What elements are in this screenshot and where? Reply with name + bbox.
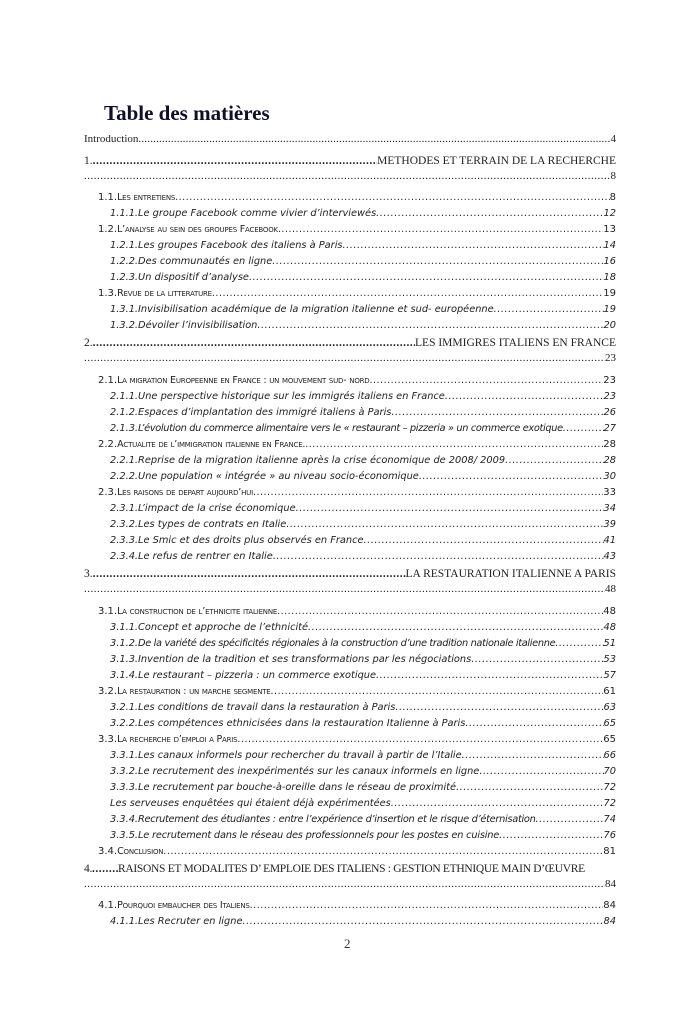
subsection-title: Un dispositif d’analyse <box>138 272 249 283</box>
chapter-title: LA RESTAURATION ITALIENNE A PARIS <box>405 568 616 580</box>
toc-leader <box>93 568 406 580</box>
toc-entry-3-1-1[interactable] <box>110 622 616 633</box>
subsection-title: Les types de contrats en Italie <box>138 519 287 530</box>
subsection-number: 1.2.2. <box>110 256 139 267</box>
toc-leader <box>138 133 610 145</box>
subsection-number: 2.2.2. <box>110 471 139 482</box>
subsection-number: 1.3.1. <box>110 304 139 315</box>
toc-page: 70 <box>603 766 616 777</box>
toc-page: 41 <box>603 535 616 546</box>
toc-page: 72 <box>603 782 616 793</box>
toc-entry-1-3[interactable] <box>98 288 616 299</box>
toc-entry-2-3[interactable] <box>98 487 616 498</box>
toc-leader <box>305 439 603 450</box>
section-number: 2.1. <box>98 375 118 386</box>
page-number: 2 <box>344 936 351 951</box>
toc-leader <box>343 240 604 251</box>
chapter-title: RAISONS ET MODALITES D’ EMPLOIE DES ITALIENS : GESTION ETHNIQUE MAIN D’ŒUVRE <box>118 863 585 875</box>
toc-entry-3-4[interactable] <box>98 846 616 857</box>
toc-page: 16 <box>603 256 616 267</box>
toc-leader <box>92 863 118 875</box>
subsection-title: Le groupe Facebook comme vivier d’interviewés <box>138 208 377 219</box>
toc-chapter-3-page <box>84 583 616 595</box>
toc-leader <box>249 272 604 283</box>
toc-leader <box>93 337 415 349</box>
subsection-title: De la variété des spécificités régionales à la construction d’une tradition nationale italienne <box>138 638 556 649</box>
chapter-number: 2. <box>84 337 93 349</box>
toc-entry-2-3-3[interactable] <box>110 535 616 546</box>
toc-page: 48 <box>603 606 616 617</box>
chapter-number: 4. <box>84 863 93 875</box>
subsection-title: Des communautés en ligne <box>138 256 273 267</box>
toc-page: 27 <box>603 423 616 434</box>
subsection-title: L’évolution du commerce alimentaire vers le « restaurant – pizzeria » un commerce exotique <box>138 423 563 434</box>
subsection-title: Les serveuses enquêtées qui étaient déjà expérimentées <box>110 798 391 809</box>
toc-chapter-1[interactable] <box>84 155 616 167</box>
toc-page: 84 <box>603 900 616 911</box>
subsection-title: Les Recruter en ligne <box>138 916 243 927</box>
section-number: 3.3. <box>98 734 118 745</box>
toc-page: 28 <box>603 455 616 466</box>
toc-chapter-4-page <box>84 878 616 890</box>
toc-page: 23 <box>605 352 616 364</box>
toc-entry-3-3-1[interactable] <box>110 750 616 761</box>
toc-page: 43 <box>603 551 616 562</box>
toc-page: 48 <box>605 583 616 595</box>
toc-leader <box>286 519 603 530</box>
toc-entry-3-1-4[interactable] <box>110 670 616 681</box>
toc-page: 63 <box>603 702 616 713</box>
toc-leader <box>84 583 605 595</box>
toc-entry-1-2-1[interactable] <box>110 240 616 251</box>
subsection-title: Le recrutement par bouche-à-oreille dans le réseau de proximité <box>138 782 457 793</box>
toc-entry-3-3-4[interactable] <box>110 814 616 825</box>
toc-leader <box>536 814 604 825</box>
toc-page: 84 <box>605 878 616 890</box>
toc-page: 61 <box>603 686 616 697</box>
toc-leader <box>175 192 609 203</box>
subsection-number: 2.3.1. <box>110 503 139 514</box>
toc-page: 74 <box>603 814 616 825</box>
subsection-title: Reprise de la migration italienne après la crise économique de 2008/ 2009 <box>138 455 506 466</box>
subsection-number: 1.2.3. <box>110 272 139 283</box>
toc-entry-1-2-2[interactable] <box>110 256 616 267</box>
toc-page: 19 <box>603 288 616 299</box>
toc-leader <box>93 155 378 167</box>
subsection-title: Le recrutement des inexpérimentés sur les canaux informels en ligne <box>138 766 480 777</box>
section-number: 1.1. <box>98 192 118 203</box>
toc-page: 65 <box>603 734 616 745</box>
toc-leader <box>212 288 603 299</box>
toc-label: Introduction <box>84 133 139 145</box>
chapter-title: LES IMMIGRES ITALIENS EN FRANCE <box>415 337 616 349</box>
subsection-title: Le Smic et des droits plus observés en France <box>138 535 364 546</box>
toc-entry-1-1-1[interactable] <box>110 208 616 219</box>
toc-page: 8 <box>609 192 616 203</box>
subsection-title: Une perspective historique sur les immigrés italiens en France <box>138 391 445 402</box>
subsection-number: 2.3.3. <box>110 535 139 546</box>
toc-leader <box>272 256 603 267</box>
toc-leader <box>445 391 604 402</box>
toc-entry-2-1-2[interactable] <box>110 407 616 418</box>
toc-page: 23 <box>603 391 616 402</box>
toc-entry-3-1[interactable] <box>98 606 616 617</box>
toc-page: 4 <box>610 133 616 145</box>
toc-leader <box>308 622 603 633</box>
subsection-title: L’impact de la crise économique <box>138 503 296 514</box>
subsection-title: Espaces d’implantation des immigré italiens à Paris <box>138 407 392 418</box>
toc-leader <box>462 750 604 761</box>
subsection-number: 3.1.1. <box>110 622 139 633</box>
toc-page: 8 <box>610 170 616 182</box>
section-title: Les raisons de depart aujourd’hui <box>117 487 253 498</box>
subsection-number: 2.1.2. <box>110 407 139 418</box>
subsection-number: 3.2.2. <box>110 718 139 729</box>
toc-page: 84 <box>603 916 616 927</box>
toc-leader <box>505 455 603 466</box>
toc-leader <box>370 375 604 386</box>
subsection-number: 2.3.4. <box>110 551 139 562</box>
subsection-title: Le restaurant – pizzeria : un commerce exotique <box>138 670 377 681</box>
section-title: Conclusion <box>117 846 164 857</box>
toc-entry-3-3[interactable] <box>98 734 616 745</box>
section-title: La migration Europeenne en France : un mouvement sud- nord <box>117 375 370 386</box>
subsection-title: Le recrutement dans le réseau des professionnels pour les postes en cuisine <box>138 830 500 841</box>
toc-entry-2-2[interactable] <box>98 439 616 450</box>
toc-chapter-4[interactable] <box>84 863 616 875</box>
toc-entry-3-1-2[interactable] <box>110 638 616 649</box>
section-title: La restauration : un marche segmente <box>117 686 271 697</box>
toc-leader <box>499 830 603 841</box>
toc-entry-2-3-4[interactable] <box>110 551 616 562</box>
toc-entry-3-3-3[interactable] <box>110 782 616 793</box>
toc-entry-4-1[interactable] <box>98 900 616 911</box>
subsection-title: Concept et approche de l’ethnicité <box>138 622 309 633</box>
toc-chapter-2[interactable] <box>84 337 616 349</box>
section-title: Pourquoi embaucher des Italiens <box>117 900 250 911</box>
section-number: 1.3. <box>98 288 118 299</box>
toc-leader <box>84 170 611 182</box>
subsection-number: 1.2.1. <box>110 240 139 251</box>
toc-page: 23 <box>603 375 616 386</box>
toc-leader <box>391 407 603 418</box>
chapter-title: METHODES ET TERRAIN DE LA RECHERCHE <box>377 155 616 167</box>
section-number: 3.2. <box>98 686 118 697</box>
toc-page: 12 <box>603 208 616 219</box>
toc-leader <box>271 686 604 697</box>
toc-entry-1-2-3[interactable] <box>110 272 616 283</box>
subsection-title: Invention de la tradition et ses transformations par les négociations <box>138 654 472 665</box>
subsection-number: 3.3.3. <box>110 782 139 793</box>
subsection-number: 4.1.1. <box>110 916 139 927</box>
section-number: 4.1. <box>98 900 118 911</box>
toc-leader <box>419 471 604 482</box>
toc-leader <box>465 718 603 729</box>
toc-page: 39 <box>603 519 616 530</box>
toc-entry-2-3-1[interactable] <box>110 503 616 514</box>
toc-page: 18 <box>603 272 616 283</box>
section-number: 3.1. <box>98 606 118 617</box>
toc-page: 53 <box>603 654 616 665</box>
chapter-number: 1. <box>84 155 93 167</box>
toc-page: 19 <box>603 304 616 315</box>
subsection-title: Invisibilisation académique de la migration italienne et sud- européenne <box>138 304 494 315</box>
toc-page: 28 <box>603 439 616 450</box>
toc-leader <box>471 654 603 665</box>
subsection-number: 3.3.4. <box>110 814 139 825</box>
subsection-number: 3.1.4. <box>110 670 139 681</box>
toc-page: 81 <box>603 846 616 857</box>
toc-entry-3-3-unnumbered[interactable] <box>110 798 616 809</box>
toc-leader <box>84 878 605 890</box>
subsection-number: 2.2.1. <box>110 455 139 466</box>
subsection-number: 3.1.2. <box>110 638 139 649</box>
toc-leader <box>257 320 603 331</box>
section-title: La recherche d’emploi a Paris <box>117 734 238 745</box>
toc-leader <box>494 304 604 315</box>
toc-leader <box>163 846 603 857</box>
subsection-number: 3.3.2. <box>110 766 139 777</box>
toc-page: 72 <box>603 798 616 809</box>
toc-leader <box>456 782 603 793</box>
toc-entry-1-3-2[interactable] <box>110 320 616 331</box>
subsection-title: Les groupes Facebook des italiens à Paris <box>138 240 343 251</box>
toc-leader <box>376 208 603 219</box>
toc-leader <box>277 606 603 617</box>
section-number: 2.2. <box>98 439 118 450</box>
toc-chapter-1-page <box>84 170 616 182</box>
section-number: 1.2. <box>98 224 118 235</box>
subsection-title: Recrutement des étudiantes : entre l’expérience d’insertion et le risque d’éternisation <box>138 814 536 825</box>
toc-entry-3-2-2[interactable] <box>110 718 616 729</box>
toc-chapter-2-page <box>84 352 616 364</box>
toc-page: 20 <box>603 320 616 331</box>
section-number: 3.4. <box>98 846 118 857</box>
toc-leader <box>273 551 604 562</box>
toc-page: 57 <box>603 670 616 681</box>
subsection-number: 2.1.1. <box>110 391 139 402</box>
toc-leader <box>555 638 603 649</box>
toc-leader <box>376 670 604 681</box>
section-title: L’analyse au sein des groupes Facebook <box>117 224 278 235</box>
subsection-number: 3.1.3. <box>110 654 139 665</box>
toc-leader <box>253 487 603 498</box>
subsection-title: Dévoiler l’invisibilisation <box>138 320 258 331</box>
toc-leader <box>563 423 604 434</box>
section-title: La construction de l’ethnicite italienne <box>117 606 278 617</box>
toc-page: 66 <box>603 750 616 761</box>
toc-entry-1-3-1[interactable] <box>110 304 616 315</box>
toc-entry-2-3-2[interactable] <box>110 519 616 530</box>
toc-page: 33 <box>603 487 616 498</box>
subsection-number: 1.3.2. <box>110 320 139 331</box>
chapter-number: 3. <box>84 568 93 580</box>
subsection-number: 3.3.1. <box>110 750 139 761</box>
toc-page: 34 <box>603 503 616 514</box>
subsection-title: Les canaux informels pour rechercher du travail à partir de l’Italie <box>138 750 462 761</box>
toc-entry-4-1-1[interactable] <box>110 916 616 927</box>
toc-entry-introduction[interactable] <box>84 133 616 145</box>
section-title: Les entretiens <box>117 192 176 203</box>
toc-leader <box>250 900 604 911</box>
toc-leader <box>391 798 604 809</box>
toc-entry-2-2-2[interactable] <box>110 471 616 482</box>
toc-page: 65 <box>603 718 616 729</box>
toc-page: 30 <box>603 471 616 482</box>
toc-entry-3-2-1[interactable] <box>110 702 616 713</box>
toc-entry-3-3-5[interactable] <box>110 830 616 841</box>
section-title: Actualite de l’immigration italienne en France. <box>117 439 306 450</box>
section-title: Revue de la litterature <box>117 288 212 299</box>
subsection-number: 3.2.1. <box>110 702 139 713</box>
subsection-number: 3.3.5. <box>110 830 139 841</box>
subsection-title: Les conditions de travail dans la restauration à Paris <box>138 702 396 713</box>
toc-entry-2-2-1[interactable] <box>110 455 616 466</box>
toc-leader <box>296 503 604 514</box>
toc-leader <box>242 916 603 927</box>
toc-leader <box>479 766 603 777</box>
toc-page: 48 <box>603 622 616 633</box>
toc-chapter-3[interactable] <box>84 568 616 580</box>
section-number: 2.3. <box>98 487 118 498</box>
toc-entry-3-2[interactable] <box>98 686 616 697</box>
toc-entry-3-1-3[interactable] <box>110 654 616 665</box>
toc-entry-1-2[interactable] <box>98 224 616 235</box>
subsection-number: 2.3.2. <box>110 519 139 530</box>
toc-leader <box>278 224 603 235</box>
toc-page: 13 <box>603 224 616 235</box>
subsection-number: 1.1.1. <box>110 208 139 219</box>
toc-entry-2-1-1[interactable] <box>110 391 616 402</box>
subsection-number: 2.1.3. <box>110 423 139 434</box>
toc-entry-2-1-3[interactable] <box>110 423 616 434</box>
subsection-title: Une population « intégrée » au niveau socio-économique <box>138 471 419 482</box>
page-title: Table des matières <box>104 101 270 125</box>
subsection-title: Le refus de rentrer en Italie <box>138 551 273 562</box>
toc-entry-1-1[interactable] <box>98 192 616 203</box>
subsection-title: Les compétences ethnicisées dans la restauration Italienne à Paris <box>138 718 466 729</box>
toc-entry-2-1[interactable] <box>98 375 616 386</box>
toc-entry-3-3-2[interactable] <box>110 766 616 777</box>
toc-page: 76 <box>603 830 616 841</box>
toc-page: 14 <box>603 240 616 251</box>
toc-leader <box>237 734 603 745</box>
toc-leader <box>395 702 603 713</box>
toc-leader <box>84 352 605 364</box>
toc-page: 51 <box>603 638 616 649</box>
toc-page: 26 <box>603 407 616 418</box>
toc-leader <box>364 535 604 546</box>
